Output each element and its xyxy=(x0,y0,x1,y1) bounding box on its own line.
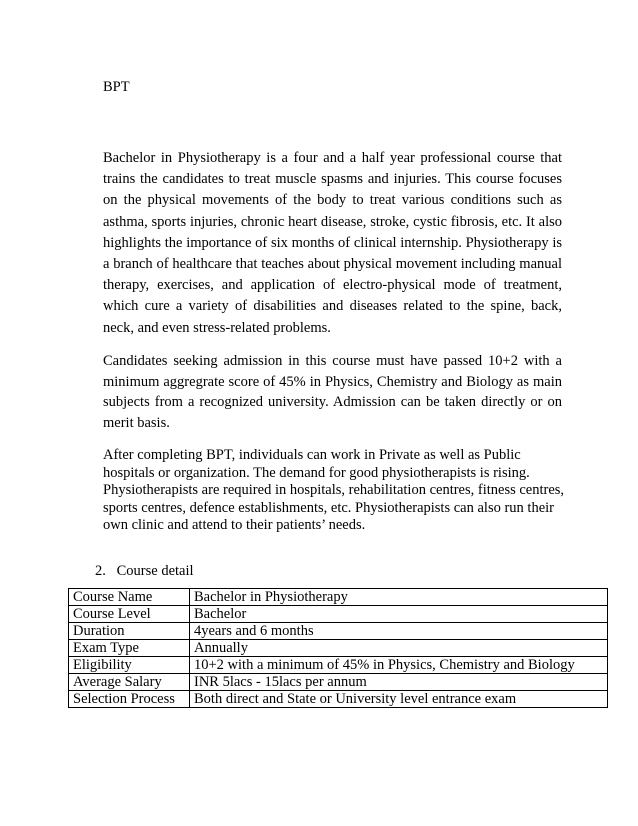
section-title xyxy=(95,563,194,580)
table-row xyxy=(69,623,608,640)
table-label-cell: Exam Type xyxy=(69,640,190,657)
section-title-text: Course detail xyxy=(116,563,194,579)
table-row xyxy=(69,674,608,691)
table-value-cell: Bachelor xyxy=(190,606,608,623)
section-number: 2. xyxy=(95,563,106,579)
table-label-cell: Course Name xyxy=(69,589,190,606)
table-row xyxy=(69,640,608,657)
table-value-cell: Annually xyxy=(190,640,608,657)
table-value-cell: INR 5lacs - 15lacs per annum xyxy=(190,674,608,691)
table-row xyxy=(69,657,608,674)
table-label-cell: Average Salary xyxy=(69,674,190,691)
table-row xyxy=(69,589,608,606)
table-label-cell: Course Level xyxy=(69,606,190,623)
course-detail-table xyxy=(68,588,608,708)
paragraph-course-overview: Bachelor in Physiotherapy is a four and a half year professional course that trains the candidates to treat muscle spasms and injuries. This course focuses on the physical movements of the body to treat various conditions such as asthma, sports injuries, chronic heart disease, stroke, cystic fibrosis, etc. It also highlights the importance of six months of clinical internship. Physiotherapy is a branch of healthcare that teaches about physical movement including manual therapy, exercises, and application of electro-physical mode of treatment, which cure a variety of disabilities and diseases related to the spine, back, neck, and even stress-related problems. xyxy=(103,150,562,336)
table-label-cell: Duration xyxy=(69,623,190,640)
table-label-cell: Selection Process xyxy=(69,691,190,708)
paragraph-admission: Candidates seeking admission in this course must have passed 10+2 with a minimum aggregrate score of 45% in Physics, Chemistry and Biology as main subjects from a recognized university. Admission can be taken directly or on merit basis. xyxy=(103,353,562,431)
table-value-cell: 10+2 with a minimum of 45% in Physics, Chemistry and Biology xyxy=(190,657,608,674)
document-heading: BPT xyxy=(103,79,130,95)
table-value-cell: 4years and 6 months xyxy=(190,623,608,640)
table-value-cell: Both direct and State or University level entrance exam xyxy=(190,691,608,708)
table-label-cell: Eligibility xyxy=(69,657,190,674)
table-value-cell: Bachelor in Physiotherapy xyxy=(190,589,608,606)
paragraph-career: After completing BPT, individuals can work in Private as well as Public hospitals or organization. The demand for good physiotherapists is rising. Physiotherapists are required in hospitals, rehabilitation centres, fitness centres, sports centres, defence establishments, etc. Physiotherapists can also run their own clinic and attend to their patients’ needs. xyxy=(103,447,565,534)
table-row xyxy=(69,606,608,623)
table-row xyxy=(69,691,608,708)
